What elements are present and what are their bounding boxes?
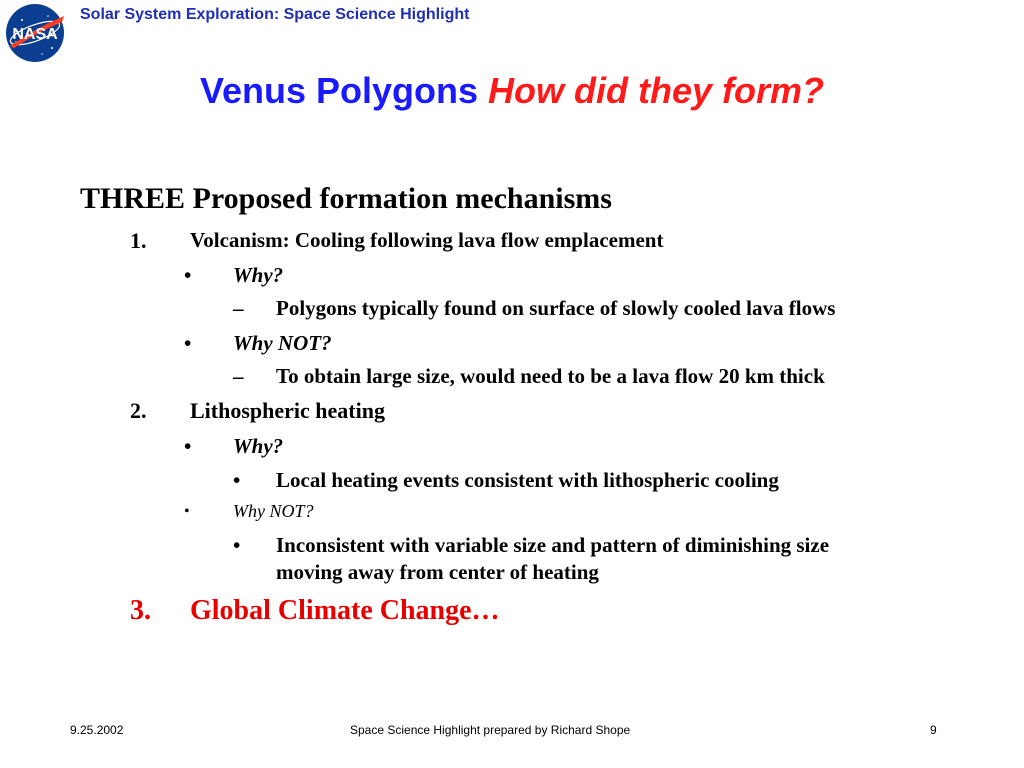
detail-text: Local heating events consistent with lithospheric cooling [276, 468, 779, 492]
why-label: Why? [233, 434, 284, 458]
nasa-logo-text: NASA [12, 26, 58, 43]
bullet: • [233, 468, 241, 492]
bullet: • [184, 434, 192, 458]
detail-text: Polygons typically found on surface of slowly cooled lava flows [276, 296, 836, 320]
detail-text-line-1: Inconsistent with variable size and pattern of diminishing size [276, 533, 830, 557]
list-number: 1. [130, 228, 147, 253]
bullet: • [233, 533, 241, 557]
bullet: • [184, 331, 192, 355]
page-number: 9 [930, 723, 937, 737]
nasa-logo [2, 2, 68, 64]
detail-text: To obtain large size, would need to be a lava flow 20 km thick [276, 364, 825, 388]
dash: – [233, 364, 244, 388]
why-label: Why? [233, 263, 284, 287]
detail-text-line-2: moving away from center of heating [276, 560, 599, 584]
mechanism-3-text: Global Climate Change… [190, 595, 500, 626]
bullet: • [184, 503, 190, 520]
header-title: Solar System Exploration: Space Science Highlight [80, 6, 470, 23]
footer-date: 9.25.2002 [70, 723, 124, 737]
dash: – [233, 296, 244, 320]
why-not-label: Why NOT? [233, 331, 332, 355]
list-number: 3. [130, 595, 151, 626]
title-main: Venus Polygons [199, 70, 479, 111]
list-number: 2. [130, 398, 147, 423]
slide-title [0, 70, 1024, 112]
section-heading: THREE Proposed formation mechanisms [80, 182, 612, 215]
title-sub: How did they form? [488, 70, 825, 111]
bullet: • [184, 263, 192, 287]
mechanism-1-text: Volcanism: Cooling following lava flow emplacement [190, 228, 664, 252]
why-not-label: Why NOT? [233, 501, 314, 521]
footer-credit: Space Science Highlight prepared by Richard Shope [350, 723, 631, 737]
mechanism-2-text: Lithospheric heating [190, 398, 385, 423]
